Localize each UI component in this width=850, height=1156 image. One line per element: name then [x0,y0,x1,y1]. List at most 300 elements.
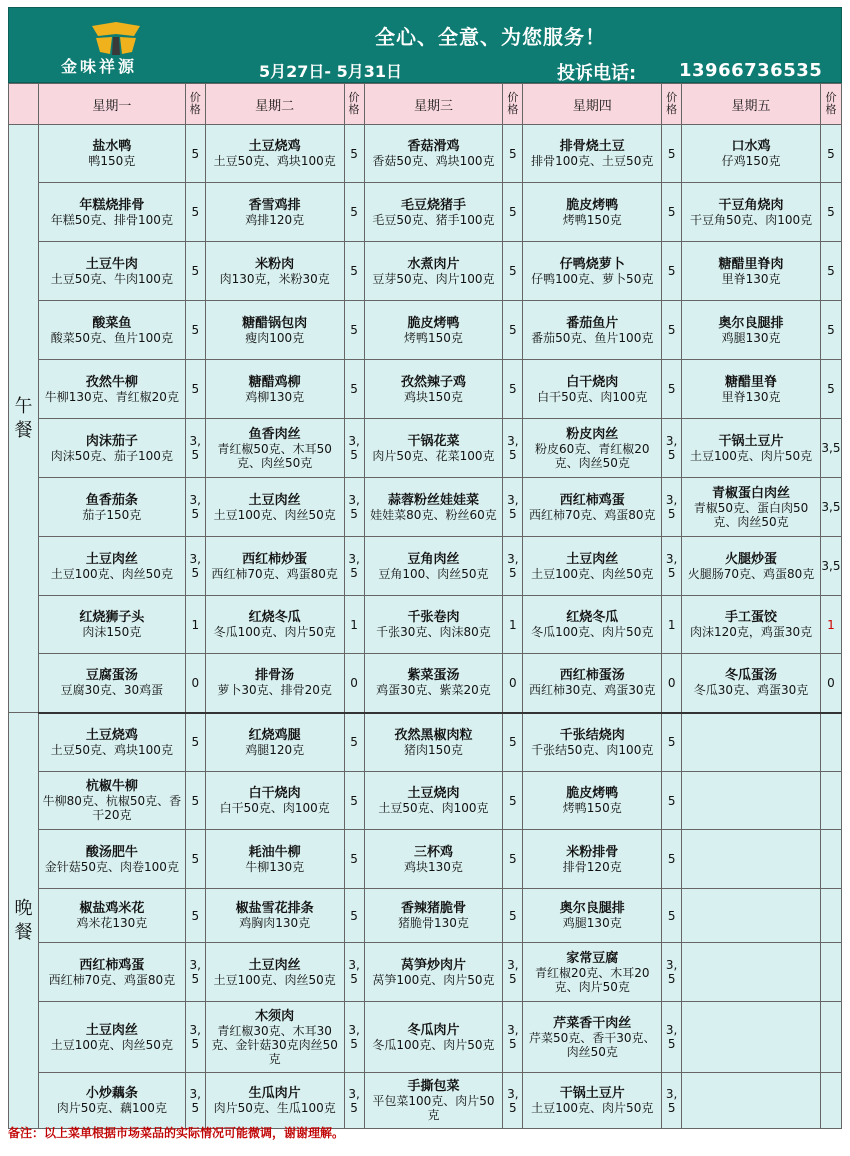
dish-ingredients: 西红柿30克、鸡蛋30克 [528,683,656,698]
dish-name: 干锅花菜 [407,433,460,449]
day-header: 星期四 [523,84,662,125]
dish-ingredients: 娃娃菜80克、粉丝60克 [370,507,497,522]
menu-page [8,7,842,1149]
dish-cell [38,889,185,943]
dish-ingredients: 鸡米花130克 [76,916,148,930]
dish-ingredients: 青椒50克、蛋白肉50克、肉丝50克 [693,500,809,529]
price-cell: 5 [662,125,682,183]
dish-ingredients: 土豆100克、肉丝50克 [531,566,654,581]
dish-name: 蒜蓉粉丝娃娃菜 [387,492,479,508]
dish-ingredients: 鸡腿130克 [721,330,781,345]
lunch-row [9,125,842,183]
dish-cell [523,596,662,654]
price-cell: 3,5 [344,1073,364,1129]
dish-name: 糖醋里脊肉 [718,256,784,272]
price-cell: 3,5 [503,537,523,596]
price-cell [820,1002,841,1073]
dish-name: 芹菜香干肉丝 [553,1015,632,1031]
price-cell: 1 [185,596,205,654]
price-cell: 3,5 [503,1002,523,1073]
price-cell: 3,5 [503,419,523,478]
dish-name: 香辣猪脆骨 [400,901,466,916]
dish-name: 家常豆腐 [566,950,619,966]
dish-cell [523,654,662,713]
dish-ingredients: 排骨120克 [562,859,622,874]
dish-name: 红烧冬瓜 [248,610,301,625]
dish-name: 小炒藕条 [85,1086,138,1101]
dish-name: 粉皮肉丝 [566,426,619,442]
dish-cell [682,654,821,713]
dish-ingredients: 干豆角50克、肉100克 [689,212,813,227]
dish-cell [205,943,344,1002]
lunch-row [9,537,842,596]
dinner-label-text: 晚餐 [14,897,33,943]
dish-cell [682,772,821,830]
dish-name: 白干烧肉 [248,786,301,801]
dish-cell [364,419,503,478]
price-cell: 5 [185,360,205,419]
complaint-label: 投诉电话: [557,63,637,84]
price-cell: 1 [503,596,523,654]
dish-name: 土豆肉丝 [566,551,619,567]
price-cell: 5 [820,125,841,183]
dish-cell [364,183,503,242]
dish-ingredients: 土豆100克、肉丝50克 [213,972,336,987]
price-header: 价格 [185,84,205,125]
dish-cell [682,1002,821,1073]
dish-cell [205,537,344,596]
dish-name: 耗油牛柳 [248,844,301,860]
dish-cell [682,360,821,419]
dish-cell [682,830,821,889]
dish-name: 椒盐鸡米花 [79,901,145,916]
date-range: 5月27日- 5月31日 [259,62,403,81]
price-cell: 3,5 [344,943,364,1002]
dish-cell [523,183,662,242]
price-cell: 5 [503,242,523,301]
dish-name: 豆角肉丝 [407,551,460,567]
dish-cell [523,301,662,360]
price-cell: 5 [185,830,205,889]
dish-cell [205,1073,344,1129]
dish-cell [38,242,185,301]
dish-ingredients: 平包菜100克、肉片50克 [372,1094,495,1122]
dish-ingredients: 土豆50克、肉100克 [378,801,489,815]
dish-cell [682,1073,821,1129]
dish-cell [38,419,185,478]
price-cell [820,830,841,889]
price-header: 价格 [820,84,841,125]
price-cell: 1 [820,596,841,654]
dish-ingredients: 鸡排120克 [245,212,305,227]
dish-cell [682,713,821,772]
dish-name: 香菇滑鸡 [407,139,460,154]
price-cell: 5 [503,772,523,830]
day-header: 星期二 [205,84,344,125]
dish-name: 奥尔良腿排 [559,901,625,916]
dish-name: 排骨汤 [255,668,295,684]
price-cell: 5 [344,125,364,183]
dish-cell [523,1002,662,1073]
price-cell: 5 [662,183,682,242]
price-cell: 3,5 [820,478,841,537]
dish-name: 土豆牛肉 [85,256,138,272]
dish-ingredients: 牛柳80克、杭椒50克、香干20克 [42,794,182,822]
slogan: 全心、全意、为您服务！ [375,25,606,49]
dish-name: 西红柿鸡蛋 [79,957,145,973]
price-cell: 3,5 [503,1073,523,1129]
price-cell: 5 [662,301,682,360]
dish-cell [364,943,503,1002]
dish-cell [364,301,503,360]
dish-name: 白干烧肉 [566,374,619,390]
dish-ingredients: 冬瓜100克、肉片50克 [213,625,336,639]
dish-ingredients: 仔鸡150克 [721,154,781,168]
footnote: 备注：以上菜单根据市场菜品的实际情况可能微调，谢谢理解。 [8,1126,345,1140]
dish-ingredients: 粉皮60克、青红椒20克、肉丝50克 [534,441,650,470]
dish-name: 年糕烧排骨 [79,197,145,213]
dish-name: 番茄鱼片 [566,315,619,331]
price-cell: 0 [820,654,841,713]
price-cell: 5 [185,889,205,943]
dish-ingredients: 青红椒20克、木耳20克、肉片50克 [534,965,650,994]
corner-cell [9,84,39,125]
dish-cell [523,1073,662,1129]
dish-ingredients: 豆芽50克、肉片100克 [372,271,495,286]
price-header: 价格 [503,84,523,125]
dish-cell [364,242,503,301]
dish-cell [38,360,185,419]
dish-cell [38,713,185,772]
dish-ingredients: 里脊130克 [721,389,781,404]
dish-cell [205,242,344,301]
dinner-row [9,713,842,772]
price-cell: 5 [503,713,523,772]
dish-name: 香雪鸡排 [248,197,301,213]
dish-cell [364,1073,503,1129]
dish-cell [364,537,503,596]
dinner-row [9,1073,842,1129]
dish-name: 孜然黑椒肉粒 [394,727,473,743]
dish-ingredients: 猪肉150克 [404,742,463,757]
dish-ingredients: 土豆50克、牛肉100克 [50,271,173,286]
dish-name: 椒盐雪花排条 [235,901,314,916]
price-cell: 5 [344,713,364,772]
dish-name: 鱼香茄条 [85,492,138,508]
day-header: 星期五 [682,84,821,125]
dish-name: 西红柿鸡蛋 [559,492,625,508]
dish-cell [38,301,185,360]
dish-cell [523,537,662,596]
price-cell: 3,5 [662,943,682,1002]
price-cell: 5 [185,183,205,242]
price-cell: 3,5 [820,537,841,596]
price-header: 价格 [662,84,682,125]
dish-ingredients: 肉片50克、生瓜100克 [213,1101,336,1115]
price-cell: 5 [820,183,841,242]
dish-cell [38,654,185,713]
lunch-row [9,301,842,360]
dish-ingredients: 年糕50克、排骨100克 [50,212,173,227]
lunch-row [9,654,842,713]
price-cell [820,889,841,943]
dish-name: 土豆肉丝 [85,551,138,567]
dish-name: 杭椒牛柳 [85,779,138,794]
price-cell: 3,5 [662,478,682,537]
dish-name: 酸菜鱼 [92,315,132,331]
dish-name: 冬瓜肉片 [407,1022,460,1038]
dish-ingredients: 千张30克、肉沫80克 [376,625,491,639]
dish-name: 红烧冬瓜 [566,610,619,625]
dish-ingredients: 冬瓜100克、肉片50克 [531,625,654,639]
dish-name: 毛豆烧猪手 [400,197,466,213]
dish-ingredients: 莴笋100克、肉片50克 [372,972,495,987]
lunch-row [9,242,842,301]
dish-name: 干锅土豆片 [559,1086,625,1101]
dish-cell [523,713,662,772]
dish-ingredients: 土豆50克、鸡块100克 [213,154,336,168]
dish-name: 干锅土豆片 [718,433,784,449]
price-cell: 3,5 [662,419,682,478]
dish-cell [682,183,821,242]
dish-ingredients: 土豆100克、肉丝50克 [50,1037,173,1052]
dish-name: 千张卷肉 [407,610,460,625]
dish-cell [682,478,821,537]
dish-ingredients: 冬瓜30克、鸡蛋30克 [693,683,809,698]
dish-name: 米粉排骨 [566,844,619,860]
dish-name: 盐水鸭 [92,139,132,154]
price-cell: 3,5 [662,1073,682,1129]
dish-cell [38,772,185,830]
dish-name: 米粉肉 [255,256,295,272]
dish-name: 奥尔良腿排 [718,315,784,331]
dish-name: 土豆烧鸡 [248,139,301,154]
price-cell [820,943,841,1002]
price-cell: 0 [344,654,364,713]
dish-name: 孜然辣子鸡 [400,374,466,390]
dish-ingredients: 毛豆50克、猪手100克 [372,212,495,227]
header-row [9,84,842,125]
dish-ingredients: 千张结50克、肉100克 [531,742,654,757]
dish-ingredients: 香菇50克、鸡块100克 [372,154,495,168]
dish-ingredients: 土豆100克、肉丝50克 [213,507,336,522]
dish-name: 手撕包菜 [407,1079,460,1094]
dish-ingredients: 西红柿70克、鸡蛋80克 [528,507,656,522]
dish-cell [38,943,185,1002]
price-cell: 5 [344,183,364,242]
dish-name: 脆皮烤鸭 [407,315,460,331]
dinner-row [9,830,842,889]
dish-cell [205,183,344,242]
dish-cell [364,360,503,419]
dish-cell [38,125,185,183]
price-cell: 5 [662,713,682,772]
price-cell: 3,5 [185,1073,205,1129]
dish-cell [38,183,185,242]
logo-text: 金味祥源 [61,57,138,76]
dish-cell [205,125,344,183]
price-cell: 5 [503,301,523,360]
price-cell: 3,5 [344,478,364,537]
dish-cell [682,419,821,478]
dish-ingredients: 烤鸭150克 [404,330,463,345]
lunch-row [9,596,842,654]
dish-cell [205,772,344,830]
dish-ingredients: 青红椒30克、木耳30克、金针菇30克肉丝50克 [211,1023,338,1066]
dish-ingredients: 鸡腿130克 [562,916,622,930]
dish-cell [682,943,821,1002]
dish-name: 红烧狮子头 [79,610,145,625]
dish-ingredients: 排骨100克、土豆50克 [531,154,654,168]
price-cell [820,713,841,772]
dish-ingredients: 瘦肉100克 [245,330,305,345]
lunch-label-text: 午餐 [14,395,33,441]
dish-name: 口水鸡 [731,139,771,154]
dish-name: 西红柿炒蛋 [242,551,308,567]
dish-ingredients: 土豆100克、肉片50克 [689,448,813,463]
price-cell: 5 [185,242,205,301]
dish-ingredients: 茄子150克 [82,507,142,522]
dish-cell [205,419,344,478]
dish-name: 肉沫茄子 [85,433,138,449]
price-cell: 3,5 [503,478,523,537]
price-cell: 5 [662,772,682,830]
dish-ingredients: 西红柿70克、鸡蛋80克 [48,972,176,987]
dinner-row [9,943,842,1002]
dish-name: 土豆烧肉 [407,786,460,801]
dish-cell [523,889,662,943]
dish-cell [364,830,503,889]
dish-cell [205,713,344,772]
header-band [8,7,842,83]
dish-name: 孜然牛柳 [85,374,138,390]
dish-name: 红烧鸡腿 [248,727,301,743]
dish-name: 土豆烧鸡 [85,727,138,743]
dish-cell [523,360,662,419]
price-cell: 5 [820,301,841,360]
dish-cell [205,596,344,654]
price-cell: 5 [503,830,523,889]
dish-ingredients: 白干50克、肉100克 [537,389,648,404]
price-cell: 1 [662,596,682,654]
dish-ingredients: 西红柿70克、鸡蛋80克 [211,566,338,581]
price-cell: 5 [185,125,205,183]
dish-ingredients: 冬瓜100克、肉片50克 [372,1037,495,1052]
dish-name: 紫菜蛋汤 [407,668,460,684]
dish-name: 糖醋锅包肉 [242,315,308,331]
price-cell: 5 [503,360,523,419]
price-cell [820,772,841,830]
dinner-label [9,713,39,1129]
dish-name: 糖醋里脊 [725,374,778,390]
price-cell: 3,5 [344,537,364,596]
lunch-row [9,183,842,242]
dish-name: 青椒蛋白肉丝 [712,485,791,501]
dish-name: 脆皮烤鸭 [566,197,619,213]
dish-ingredients: 豆腐30克、30鸡蛋 [60,683,164,698]
price-cell: 3,5 [662,537,682,596]
dish-cell [682,125,821,183]
dish-name: 豆腐蛋汤 [85,668,138,684]
dish-ingredients: 鸡柳130克 [245,389,305,404]
dish-name: 脆皮烤鸭 [566,786,619,801]
dish-name: 三杯鸡 [413,844,453,860]
dish-ingredients: 金针菇50克、肉卷100克 [44,859,179,874]
price-cell: 3,5 [185,478,205,537]
dish-name: 干豆角烧肉 [718,197,784,213]
lunch-row [9,478,842,537]
dish-ingredients: 酸菜50克、鱼片100克 [50,330,173,345]
dish-cell [205,654,344,713]
dish-name: 糖醋鸡柳 [248,374,301,390]
dish-ingredients: 肉沫50克、茄子100克 [50,448,173,463]
dish-ingredients: 仔鸭100克、萝卜50克 [531,271,654,286]
dish-name: 手工蛋饺 [725,610,778,625]
dish-cell [38,478,185,537]
dish-cell [364,654,503,713]
dish-cell [38,596,185,654]
dish-ingredients: 牛柳130克 [245,859,305,874]
price-cell: 3,5 [185,537,205,596]
dish-cell [205,478,344,537]
dish-cell [364,596,503,654]
dish-cell [364,772,503,830]
price-cell: 5 [662,889,682,943]
price-cell: 5 [344,301,364,360]
dish-ingredients: 萝卜30克、排骨20克 [217,683,332,698]
dish-ingredients: 白干50克、肉100克 [219,801,330,815]
dish-cell [205,301,344,360]
price-cell: 3,5 [185,1002,205,1073]
dish-cell [38,537,185,596]
dish-name: 排骨烧土豆 [559,139,625,154]
dish-name: 千张结烧肉 [559,727,625,743]
dish-ingredients: 火腿肠70克、鸡蛋80克 [687,566,815,581]
dish-name: 酸汤肥牛 [85,844,138,860]
dish-cell [364,713,503,772]
price-cell: 1 [344,596,364,654]
price-cell: 5 [503,183,523,242]
dish-ingredients: 鸡蛋30克、紫菜20克 [376,683,491,698]
price-cell: 5 [820,360,841,419]
dish-cell [682,242,821,301]
dish-ingredients: 鸭150克 [88,154,136,168]
dish-ingredients: 烤鸭150克 [562,212,622,227]
price-cell: 3,5 [344,1002,364,1073]
dish-ingredients: 土豆100克、肉丝50克 [50,566,173,581]
price-cell: 5 [344,889,364,943]
dish-cell [205,830,344,889]
dish-name: 鱼香肉丝 [248,426,301,442]
price-cell: 0 [185,654,205,713]
price-cell [820,1073,841,1129]
dish-ingredients: 青红椒50克、木耳50克、肉丝50克 [217,441,332,470]
price-cell: 3,5 [820,419,841,478]
day-header: 星期三 [364,84,503,125]
price-cell: 5 [662,830,682,889]
complaint-phone: 13966736535 [679,60,823,81]
dish-cell [523,772,662,830]
dish-ingredients: 鸡腿120克 [245,742,305,757]
dish-cell [205,1002,344,1073]
dish-name: 水煮肉片 [407,256,460,272]
dish-ingredients: 肉沫120克，鸡蛋30克 [689,625,813,639]
dish-name: 土豆肉丝 [248,957,301,973]
dish-cell [523,419,662,478]
dish-cell [682,301,821,360]
price-cell: 5 [344,242,364,301]
dish-cell [523,943,662,1002]
